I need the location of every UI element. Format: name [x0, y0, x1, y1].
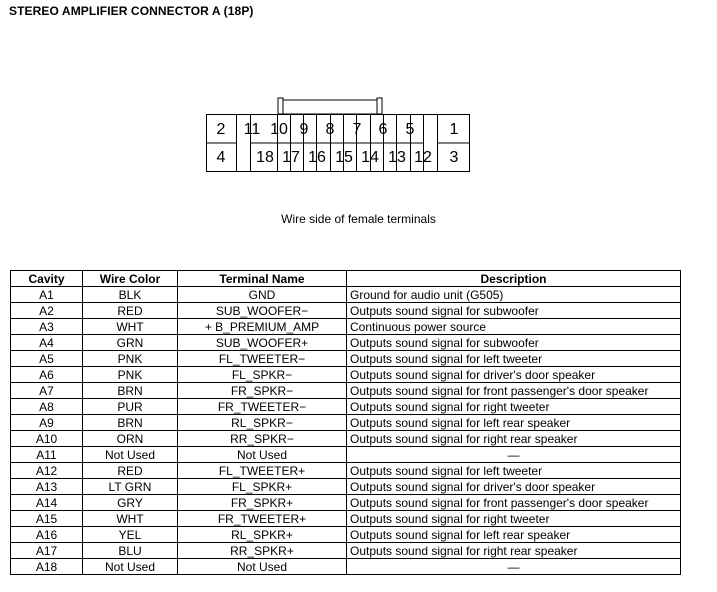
pin-label: 7: [352, 121, 362, 138]
pin-label: 13: [388, 149, 406, 166]
terminal-name-cell: RR_SPKR+: [178, 543, 347, 559]
cavity-cell: A6: [11, 367, 83, 383]
wire-color-cell: GRY: [83, 495, 178, 511]
table-row: [11, 447, 681, 463]
table-row: [11, 351, 681, 367]
terminal-name-cell: FR_SPKR−: [178, 383, 347, 399]
table-header-row: [11, 271, 681, 287]
table-row: [11, 527, 681, 543]
terminal-name-cell: RR_SPKR−: [178, 431, 347, 447]
pin-label: 10: [270, 121, 288, 138]
description-cell: Outputs sound signal for left tweeter: [347, 351, 681, 367]
pin-label: 9: [299, 121, 309, 138]
pin-label: 11: [243, 121, 261, 138]
terminal-name-cell: Not Used: [178, 559, 347, 575]
table-row: [11, 335, 681, 351]
diagram-caption: Wire side of female terminals: [281, 212, 436, 226]
wire-color-cell: PUR: [83, 399, 178, 415]
cavity-cell: A5: [11, 351, 83, 367]
terminal-name-cell: FR_TWEETER+: [178, 511, 347, 527]
table-row: [11, 415, 681, 431]
table-row: [11, 399, 681, 415]
wire-color-cell: PNK: [83, 367, 178, 383]
table-row: [11, 559, 681, 575]
table-row: [11, 431, 681, 447]
wire-color-cell: BRN: [83, 383, 178, 399]
cavity-cell: A4: [11, 335, 83, 351]
table-row: [11, 319, 681, 335]
terminal-name-cell: SUB_WOOFER+: [178, 335, 347, 351]
table-row: [11, 511, 681, 527]
description-cell: Outputs sound signal for subwoofer: [347, 303, 681, 319]
wire-color-cell: LT GRN: [83, 479, 178, 495]
cavity-cell: A13: [11, 479, 83, 495]
terminal-name-cell: RL_SPKR−: [178, 415, 347, 431]
pin-label: 1: [449, 121, 459, 138]
description-cell: —: [347, 559, 681, 575]
wire-color-cell: Not Used: [83, 447, 178, 463]
terminal-name-cell: FL_TWEETER+: [178, 463, 347, 479]
page-title: STEREO AMPLIFIER CONNECTOR A (18P): [9, 4, 254, 18]
terminal-name-cell: Not Used: [178, 447, 347, 463]
terminal-name-cell: GND: [178, 287, 347, 303]
cavity-cell: A16: [11, 527, 83, 543]
terminal-name-cell: SUB_WOOFER−: [178, 303, 347, 319]
description-cell: Outputs sound signal for right rear speaker: [347, 431, 681, 447]
description-cell: Outputs sound signal for right tweeter: [347, 399, 681, 415]
wire-color-cell: WHT: [83, 319, 178, 335]
terminal-name-cell: FL_SPKR−: [178, 367, 347, 383]
wire-color-cell: YEL: [83, 527, 178, 543]
description-cell: Outputs sound signal for right tweeter: [347, 511, 681, 527]
cavity-cell: A14: [11, 495, 83, 511]
description-cell: Outputs sound signal for left tweeter: [347, 463, 681, 479]
description-cell: Ground for audio unit (G505): [347, 287, 681, 303]
connector-diagram: [206, 96, 470, 172]
table-row: [11, 463, 681, 479]
cavity-cell: A10: [11, 431, 83, 447]
cavity-cell: A15: [11, 511, 83, 527]
pin-label: 18: [256, 149, 274, 166]
cavity-cell: A7: [11, 383, 83, 399]
description-cell: Outputs sound signal for left rear speaker: [347, 415, 681, 431]
cavity-cell: A18: [11, 559, 83, 575]
terminal-name-cell: FL_SPKR+: [178, 479, 347, 495]
pin-label: 15: [335, 149, 353, 166]
description-cell: Outputs sound signal for subwoofer: [347, 335, 681, 351]
terminal-name-cell: + B_PREMIUM_AMP: [178, 319, 347, 335]
cavity-cell: A3: [11, 319, 83, 335]
header-cavity: Cavity: [11, 271, 83, 287]
table-row: [11, 287, 681, 303]
terminal-name-cell: RL_SPKR+: [178, 527, 347, 543]
wire-color-cell: BRN: [83, 415, 178, 431]
wire-color-cell: WHT: [83, 511, 178, 527]
cavity-cell: A2: [11, 303, 83, 319]
pin-label: 12: [414, 149, 432, 166]
table-row: [11, 367, 681, 383]
description-cell: Outputs sound signal for front passenger's door speaker: [347, 495, 681, 511]
wire-color-cell: RED: [83, 463, 178, 479]
table-row: [11, 479, 681, 495]
description-cell: Outputs sound signal for right rear speaker: [347, 543, 681, 559]
header-wire-color: Wire Color: [83, 271, 178, 287]
wire-color-cell: BLK: [83, 287, 178, 303]
wire-color-cell: Not Used: [83, 559, 178, 575]
wire-color-cell: ORN: [83, 431, 178, 447]
description-cell: —: [347, 447, 681, 463]
table-row: [11, 543, 681, 559]
terminal-name-cell: FR_TWEETER−: [178, 399, 347, 415]
description-cell: Continuous power source: [347, 319, 681, 335]
table-row: [11, 303, 681, 319]
description-cell: Outputs sound signal for left rear speaker: [347, 527, 681, 543]
table-row: [11, 383, 681, 399]
cavity-cell: A17: [11, 543, 83, 559]
table-row: [11, 495, 681, 511]
cavity-cell: A11: [11, 447, 83, 463]
terminal-name-cell: FR_SPKR+: [178, 495, 347, 511]
wire-color-cell: GRN: [83, 335, 178, 351]
cavity-cell: A12: [11, 463, 83, 479]
header-terminal-name: Terminal Name: [178, 271, 347, 287]
pin-label: 8: [325, 121, 335, 138]
pin-label: 3: [449, 149, 459, 166]
wire-color-cell: RED: [83, 303, 178, 319]
pinout-table: [10, 270, 681, 575]
cavity-cell: A1: [11, 287, 83, 303]
description-cell: Outputs sound signal for driver's door speaker: [347, 367, 681, 383]
pin-label: 6: [378, 121, 388, 138]
description-cell: Outputs sound signal for driver's door speaker: [347, 479, 681, 495]
pin-label: 16: [308, 149, 326, 166]
wire-color-cell: BLU: [83, 543, 178, 559]
pin-label: 2: [216, 121, 226, 138]
wire-color-cell: PNK: [83, 351, 178, 367]
pin-label: 17: [282, 149, 300, 166]
cavity-cell: A9: [11, 415, 83, 431]
pin-label: 14: [361, 149, 379, 166]
header-description: Description: [347, 271, 681, 287]
pin-label: 4: [216, 149, 226, 166]
terminal-name-cell: FL_TWEETER−: [178, 351, 347, 367]
description-cell: Outputs sound signal for front passenger's door speaker: [347, 383, 681, 399]
pin-label: 5: [405, 121, 415, 138]
cavity-cell: A8: [11, 399, 83, 415]
